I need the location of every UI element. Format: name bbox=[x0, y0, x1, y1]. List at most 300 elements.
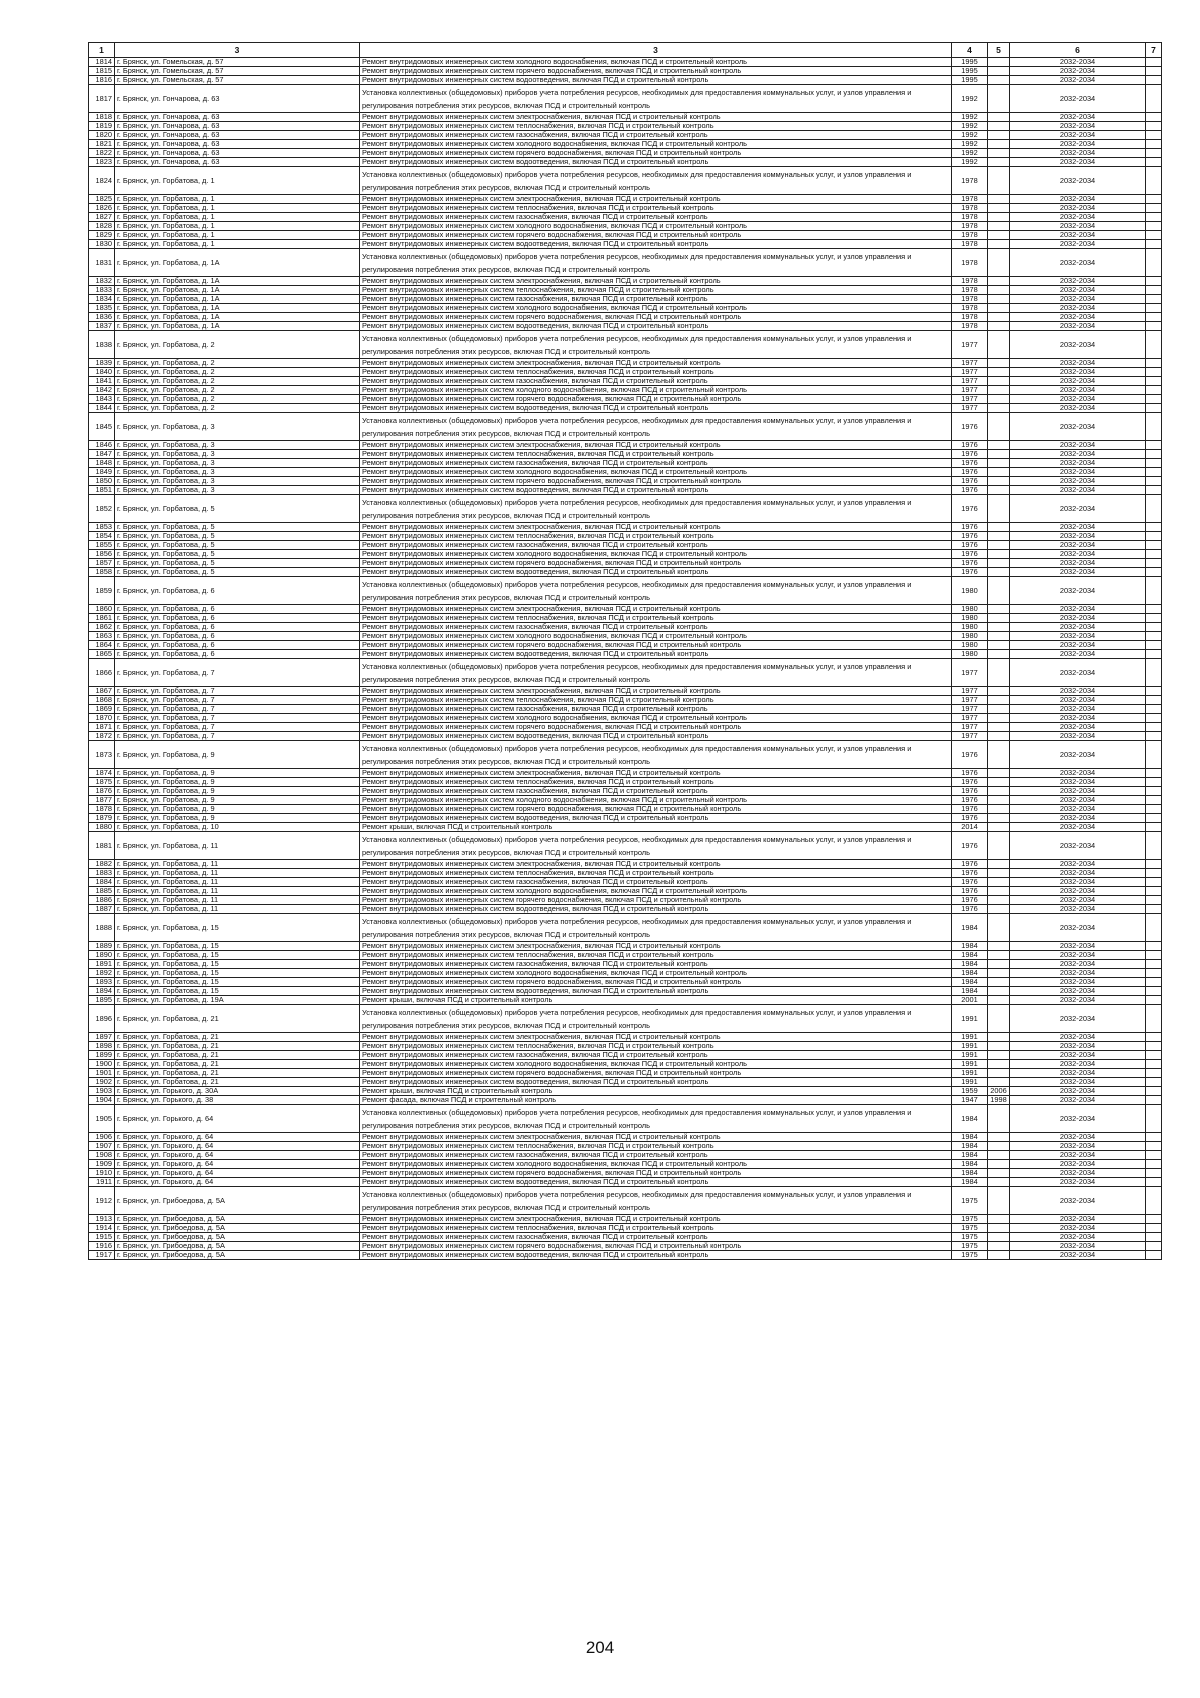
address-cell: г. Брянск, ул. Горбатова, д. 15 bbox=[115, 942, 360, 951]
work-type-cell: Ремонт внутридомовых инженерных систем газоснабжения, включая ПСД и строительный контроль bbox=[360, 459, 952, 468]
col-7-cell bbox=[1146, 322, 1162, 331]
year-built-cell: 1984 bbox=[952, 969, 988, 978]
planned-period-cell: 2032-2034 bbox=[1010, 240, 1146, 249]
work-type-cell: Ремонт внутридомовых инженерных систем электроснабжения, включая ПСД и строительный контроль bbox=[360, 441, 952, 450]
table-row bbox=[89, 960, 1162, 969]
planned-period-cell: 2032-2034 bbox=[1010, 978, 1146, 987]
year-built-cell: 1977 bbox=[952, 687, 988, 696]
row-number-cell: 1824 bbox=[89, 167, 115, 195]
address-cell: г. Брянск, ул. Горбатова, д. 9 bbox=[115, 814, 360, 823]
table-row bbox=[89, 823, 1162, 832]
planned-period-cell: 2032-2034 bbox=[1010, 213, 1146, 222]
row-number-cell: 1882 bbox=[89, 860, 115, 869]
year-built-cell: 1976 bbox=[952, 495, 988, 523]
address-cell: г. Брянск, ул. Гомельская, д. 57 bbox=[115, 58, 360, 67]
planned-period-cell: 2032-2034 bbox=[1010, 195, 1146, 204]
col-7-cell bbox=[1146, 1133, 1162, 1142]
work-type-cell: Ремонт внутридомовых инженерных систем электроснабжения, включая ПСД и строительный контроль bbox=[360, 1033, 952, 1042]
address-cell: г. Брянск, ул. Горбатова, д. 1 bbox=[115, 240, 360, 249]
year-last-repair-cell bbox=[988, 386, 1010, 395]
address-cell: г. Брянск, ул. Горбатова, д. 19А bbox=[115, 996, 360, 1005]
row-number-cell: 1853 bbox=[89, 523, 115, 532]
table-row bbox=[89, 978, 1162, 987]
year-last-repair-cell bbox=[988, 1224, 1010, 1233]
col-7-cell bbox=[1146, 577, 1162, 605]
col-7-cell bbox=[1146, 1215, 1162, 1224]
year-built-cell: 1984 bbox=[952, 1169, 988, 1178]
address-cell: г. Брянск, ул. Горбатова, д. 11 bbox=[115, 869, 360, 878]
year-built-cell: 1992 bbox=[952, 140, 988, 149]
table-row bbox=[89, 723, 1162, 732]
work-type-cell: Ремонт внутридомовых инженерных систем водоотведения, включая ПСД и строительный контроль bbox=[360, 404, 952, 413]
planned-period-cell: 2032-2034 bbox=[1010, 122, 1146, 131]
table-header-row bbox=[89, 43, 1162, 58]
work-type-cell: Ремонт внутридомовых инженерных систем электроснабжения, включая ПСД и строительный контроль bbox=[360, 860, 952, 869]
col-7-cell bbox=[1146, 769, 1162, 778]
address-cell: г. Брянск, ул. Горбатова, д. 1 bbox=[115, 213, 360, 222]
address-cell: г. Брянск, ул. Гончарова, д. 63 bbox=[115, 113, 360, 122]
work-type-cell: Ремонт внутридомовых инженерных систем горячего водоснабжения, включая ПСД и строительный контроль bbox=[360, 896, 952, 905]
table-row bbox=[89, 204, 1162, 213]
table-row bbox=[89, 158, 1162, 167]
table-row bbox=[89, 122, 1162, 131]
table-row bbox=[89, 696, 1162, 705]
address-cell: г. Брянск, ул. Горбатова, д. 2 bbox=[115, 386, 360, 395]
work-type-cell: Ремонт внутридомовых инженерных систем водоотведения, включая ПСД и строительный контроль bbox=[360, 905, 952, 914]
row-number-cell: 1906 bbox=[89, 1133, 115, 1142]
year-last-repair-cell bbox=[988, 1078, 1010, 1087]
planned-period-cell: 2032-2034 bbox=[1010, 286, 1146, 295]
address-cell: г. Брянск, ул. Горбатова, д. 1 bbox=[115, 222, 360, 231]
work-type-cell: Ремонт внутридомовых инженерных систем водоотведения, включая ПСД и строительный контроль bbox=[360, 158, 952, 167]
year-last-repair-cell bbox=[988, 459, 1010, 468]
year-last-repair-cell bbox=[988, 1133, 1010, 1142]
col-7-cell bbox=[1146, 1060, 1162, 1069]
planned-period-cell: 2032-2034 bbox=[1010, 523, 1146, 532]
year-built-cell: 1980 bbox=[952, 605, 988, 614]
row-number-cell: 1838 bbox=[89, 331, 115, 359]
page-number: 204 bbox=[585, 1638, 615, 1657]
year-last-repair-cell bbox=[988, 896, 1010, 905]
year-built-cell: 1984 bbox=[952, 1160, 988, 1169]
planned-period-cell: 2032-2034 bbox=[1010, 1060, 1146, 1069]
table-row bbox=[89, 58, 1162, 67]
work-type-cell: Ремонт внутридомовых инженерных систем холодного водоснабжения, включая ПСД и строительный контроль bbox=[360, 969, 952, 978]
year-built-cell: 1984 bbox=[952, 1142, 988, 1151]
table-row bbox=[89, 896, 1162, 905]
work-type-cell: Установка коллективных (общедомовых) приборов учета потребления ресурсов, необходимых для предоставления коммунальных услуг, и узлов управления и регулирования потребления этих ресурсов, включая ПСД и строительный контроль bbox=[360, 1187, 952, 1215]
table-row bbox=[89, 559, 1162, 568]
year-built-cell: 1977 bbox=[952, 359, 988, 368]
planned-period-cell: 2032-2034 bbox=[1010, 468, 1146, 477]
row-number-cell: 1852 bbox=[89, 495, 115, 523]
planned-period-cell: 2032-2034 bbox=[1010, 1096, 1146, 1105]
row-number-cell: 1856 bbox=[89, 550, 115, 559]
row-number-cell: 1820 bbox=[89, 131, 115, 140]
year-built-cell: 1995 bbox=[952, 67, 988, 76]
work-type-cell: Ремонт внутридомовых инженерных систем холодного водоснабжения, включая ПСД и строительный контроль bbox=[360, 632, 952, 641]
work-type-cell: Ремонт внутридомовых инженерных систем водоотведения, включая ПСД и строительный контроль bbox=[360, 814, 952, 823]
row-number-cell: 1836 bbox=[89, 313, 115, 322]
year-last-repair-cell bbox=[988, 1187, 1010, 1215]
year-built-cell: 1980 bbox=[952, 632, 988, 641]
year-built-cell: 1977 bbox=[952, 404, 988, 413]
address-cell: г. Брянск, ул. Горбатова, д. 21 bbox=[115, 1051, 360, 1060]
work-type-cell: Ремонт внутридомовых инженерных систем теплоснабжения, включая ПСД и строительный контроль bbox=[360, 778, 952, 787]
year-last-repair-cell bbox=[988, 978, 1010, 987]
col-7-cell bbox=[1146, 222, 1162, 231]
planned-period-cell: 2032-2034 bbox=[1010, 769, 1146, 778]
year-last-repair-cell bbox=[988, 905, 1010, 914]
planned-period-cell: 2032-2034 bbox=[1010, 532, 1146, 541]
work-type-cell: Ремонт внутридомовых инженерных систем теплоснабжения, включая ПСД и строительный контроль bbox=[360, 204, 952, 213]
year-built-cell: 2014 bbox=[952, 823, 988, 832]
year-built-cell: 1980 bbox=[952, 577, 988, 605]
address-cell: г. Брянск, ул. Горбатова, д. 3 bbox=[115, 486, 360, 495]
table-row bbox=[89, 832, 1162, 860]
work-type-cell: Ремонт внутридомовых инженерных систем электроснабжения, включая ПСД и строительный контроль bbox=[360, 769, 952, 778]
col-7-cell bbox=[1146, 140, 1162, 149]
year-built-cell: 2001 bbox=[952, 996, 988, 1005]
address-cell: г. Брянск, ул. Горбатова, д. 6 bbox=[115, 623, 360, 632]
col-7-cell bbox=[1146, 805, 1162, 814]
table-row bbox=[89, 641, 1162, 650]
year-built-cell: 1978 bbox=[952, 295, 988, 304]
table-row bbox=[89, 550, 1162, 559]
year-last-repair-cell bbox=[988, 58, 1010, 67]
year-built-cell: 1984 bbox=[952, 960, 988, 969]
address-cell: г. Брянск, ул. Горбатова, д. 5 bbox=[115, 495, 360, 523]
year-last-repair-cell bbox=[988, 541, 1010, 550]
year-last-repair-cell bbox=[988, 158, 1010, 167]
header-col-1: 1 bbox=[89, 43, 115, 58]
row-number-cell: 1863 bbox=[89, 632, 115, 641]
table-row bbox=[89, 796, 1162, 805]
row-number-cell: 1903 bbox=[89, 1087, 115, 1096]
table-row bbox=[89, 149, 1162, 158]
row-number-cell: 1832 bbox=[89, 277, 115, 286]
row-number-cell: 1898 bbox=[89, 1042, 115, 1051]
table-row bbox=[89, 778, 1162, 787]
address-cell: г. Брянск, ул. Горького, д. 64 bbox=[115, 1151, 360, 1160]
year-last-repair-cell bbox=[988, 568, 1010, 577]
col-7-cell bbox=[1146, 67, 1162, 76]
planned-period-cell: 2032-2034 bbox=[1010, 577, 1146, 605]
year-last-repair-cell bbox=[988, 1233, 1010, 1242]
col-7-cell bbox=[1146, 331, 1162, 359]
work-type-cell: Ремонт внутридомовых инженерных систем электроснабжения, включая ПСД и строительный контроль bbox=[360, 113, 952, 122]
year-last-repair-cell bbox=[988, 304, 1010, 313]
table-row bbox=[89, 331, 1162, 359]
row-number-cell: 1896 bbox=[89, 1005, 115, 1033]
table-row bbox=[89, 814, 1162, 823]
address-cell: г. Брянск, ул. Горбатова, д. 5 bbox=[115, 541, 360, 550]
table-row bbox=[89, 1224, 1162, 1233]
table-row bbox=[89, 113, 1162, 122]
year-last-repair-cell bbox=[988, 113, 1010, 122]
row-number-cell: 1814 bbox=[89, 58, 115, 67]
row-number-cell: 1833 bbox=[89, 286, 115, 295]
row-number-cell: 1883 bbox=[89, 869, 115, 878]
table-body bbox=[89, 58, 1162, 1260]
year-built-cell: 1959 bbox=[952, 1087, 988, 1096]
year-last-repair-cell bbox=[988, 787, 1010, 796]
row-number-cell: 1905 bbox=[89, 1105, 115, 1133]
row-number-cell: 1911 bbox=[89, 1178, 115, 1187]
row-number-cell: 1868 bbox=[89, 696, 115, 705]
table-row bbox=[89, 140, 1162, 149]
planned-period-cell: 2032-2034 bbox=[1010, 395, 1146, 404]
year-last-repair-cell bbox=[988, 823, 1010, 832]
address-cell: г. Брянск, ул. Горбатова, д. 7 bbox=[115, 659, 360, 687]
work-type-cell: Установка коллективных (общедомовых) приборов учета потребления ресурсов, необходимых для предоставления коммунальных услуг, и узлов управления и регулирования потребления этих ресурсов, включая ПСД и строительный контроль bbox=[360, 249, 952, 277]
row-number-cell: 1855 bbox=[89, 541, 115, 550]
planned-period-cell: 2032-2034 bbox=[1010, 568, 1146, 577]
planned-period-cell: 2032-2034 bbox=[1010, 969, 1146, 978]
year-last-repair-cell bbox=[988, 696, 1010, 705]
planned-period-cell: 2032-2034 bbox=[1010, 996, 1146, 1005]
address-cell: г. Брянск, ул. Горбатова, д. 1 bbox=[115, 231, 360, 240]
year-last-repair-cell bbox=[988, 1105, 1010, 1133]
planned-period-cell: 2032-2034 bbox=[1010, 140, 1146, 149]
row-number-cell: 1847 bbox=[89, 450, 115, 459]
year-last-repair-cell bbox=[988, 1042, 1010, 1051]
table-row bbox=[89, 1242, 1162, 1251]
year-last-repair-cell bbox=[988, 404, 1010, 413]
year-built-cell: 1977 bbox=[952, 395, 988, 404]
year-built-cell: 1995 bbox=[952, 76, 988, 85]
planned-period-cell: 2032-2034 bbox=[1010, 832, 1146, 860]
planned-period-cell: 2032-2034 bbox=[1010, 778, 1146, 787]
year-last-repair-cell bbox=[988, 441, 1010, 450]
work-type-cell: Ремонт внутридомовых инженерных систем водоотведения, включая ПСД и строительный контроль bbox=[360, 240, 952, 249]
col-7-cell bbox=[1146, 696, 1162, 705]
year-last-repair-cell: 1998 bbox=[988, 1096, 1010, 1105]
address-cell: г. Брянск, ул. Горбатова, д. 1 bbox=[115, 195, 360, 204]
year-last-repair-cell bbox=[988, 714, 1010, 723]
table-row bbox=[89, 222, 1162, 231]
table-row bbox=[89, 741, 1162, 769]
planned-period-cell: 2032-2034 bbox=[1010, 741, 1146, 769]
table-row bbox=[89, 623, 1162, 632]
address-cell: г. Брянск, ул. Горбатова, д. 1А bbox=[115, 322, 360, 331]
work-type-cell: Ремонт внутридомовых инженерных систем горячего водоснабжения, включая ПСД и строительный контроль bbox=[360, 978, 952, 987]
planned-period-cell: 2032-2034 bbox=[1010, 450, 1146, 459]
address-cell: г. Брянск, ул. Горбатова, д. 3 bbox=[115, 441, 360, 450]
year-built-cell: 1976 bbox=[952, 413, 988, 441]
work-type-cell: Ремонт внутридомовых инженерных систем теплоснабжения, включая ПСД и строительный контроль bbox=[360, 696, 952, 705]
planned-period-cell: 2032-2034 bbox=[1010, 732, 1146, 741]
planned-period-cell: 2032-2034 bbox=[1010, 960, 1146, 969]
col-7-cell bbox=[1146, 240, 1162, 249]
year-built-cell: 1977 bbox=[952, 659, 988, 687]
year-built-cell: 1980 bbox=[952, 641, 988, 650]
planned-period-cell: 2032-2034 bbox=[1010, 1087, 1146, 1096]
col-7-cell bbox=[1146, 413, 1162, 441]
work-type-cell: Ремонт внутридомовых инженерных систем электроснабжения, включая ПСД и строительный контроль bbox=[360, 687, 952, 696]
year-last-repair-cell bbox=[988, 1060, 1010, 1069]
year-last-repair-cell bbox=[988, 477, 1010, 486]
table-row bbox=[89, 413, 1162, 441]
table-row bbox=[89, 1160, 1162, 1169]
col-7-cell bbox=[1146, 1160, 1162, 1169]
address-cell: г. Брянск, ул. Гончарова, д. 63 bbox=[115, 131, 360, 140]
col-7-cell bbox=[1146, 532, 1162, 541]
table-row bbox=[89, 313, 1162, 322]
year-last-repair-cell bbox=[988, 705, 1010, 714]
year-last-repair-cell bbox=[988, 85, 1010, 113]
address-cell: г. Брянск, ул. Горбатова, д. 21 bbox=[115, 1078, 360, 1087]
address-cell: г. Брянск, ул. Горбатова, д. 1А bbox=[115, 249, 360, 277]
address-cell: г. Брянск, ул. Гончарова, д. 63 bbox=[115, 149, 360, 158]
row-number-cell: 1874 bbox=[89, 769, 115, 778]
planned-period-cell: 2032-2034 bbox=[1010, 650, 1146, 659]
planned-period-cell: 2032-2034 bbox=[1010, 222, 1146, 231]
year-built-cell: 1976 bbox=[952, 450, 988, 459]
year-built-cell: 1978 bbox=[952, 231, 988, 240]
work-type-cell: Ремонт внутридомовых инженерных систем водоотведения, включая ПСД и строительный контроль bbox=[360, 568, 952, 577]
row-number-cell: 1870 bbox=[89, 714, 115, 723]
year-last-repair-cell bbox=[988, 322, 1010, 331]
work-type-cell: Ремонт крыши, включая ПСД и строительный контроль bbox=[360, 823, 952, 832]
address-cell: г. Брянск, ул. Горького, д. 64 bbox=[115, 1160, 360, 1169]
address-cell: г. Брянск, ул. Горького, д. 38 bbox=[115, 1096, 360, 1105]
table-row bbox=[89, 805, 1162, 814]
row-number-cell: 1830 bbox=[89, 240, 115, 249]
year-last-repair-cell bbox=[988, 377, 1010, 386]
row-number-cell: 1835 bbox=[89, 304, 115, 313]
year-last-repair-cell bbox=[988, 623, 1010, 632]
table-row bbox=[89, 1096, 1162, 1105]
col-7-cell bbox=[1146, 277, 1162, 286]
work-type-cell: Ремонт внутридомовых инженерных систем газоснабжения, включая ПСД и строительный контроль bbox=[360, 1051, 952, 1060]
col-7-cell bbox=[1146, 395, 1162, 404]
address-cell: г. Брянск, ул. Горбатова, д. 5 bbox=[115, 532, 360, 541]
planned-period-cell: 2032-2034 bbox=[1010, 869, 1146, 878]
year-built-cell: 1976 bbox=[952, 832, 988, 860]
work-type-cell: Ремонт внутридомовых инженерных систем теплоснабжения, включая ПСД и строительный контроль bbox=[360, 122, 952, 131]
row-number-cell: 1899 bbox=[89, 1051, 115, 1060]
table-row bbox=[89, 905, 1162, 914]
address-cell: г. Брянск, ул. Горбатова, д. 15 bbox=[115, 951, 360, 960]
address-cell: г. Брянск, ул. Горбатова, д. 2 bbox=[115, 359, 360, 368]
year-built-cell: 1976 bbox=[952, 796, 988, 805]
year-last-repair-cell bbox=[988, 614, 1010, 623]
year-built-cell: 1984 bbox=[952, 1151, 988, 1160]
year-last-repair-cell bbox=[988, 887, 1010, 896]
planned-period-cell: 2032-2034 bbox=[1010, 659, 1146, 687]
year-last-repair-cell bbox=[988, 1178, 1010, 1187]
col-7-cell bbox=[1146, 213, 1162, 222]
planned-period-cell: 2032-2034 bbox=[1010, 914, 1146, 942]
col-7-cell bbox=[1146, 231, 1162, 240]
address-cell: г. Брянск, ул. Горбатова, д. 1 bbox=[115, 204, 360, 213]
col-7-cell bbox=[1146, 823, 1162, 832]
work-type-cell: Установка коллективных (общедомовых) приборов учета потребления ресурсов, необходимых для предоставления коммунальных услуг, и узлов управления и регулирования потребления этих ресурсов, включая ПСД и строительный контроль bbox=[360, 914, 952, 942]
year-built-cell: 1976 bbox=[952, 550, 988, 559]
col-7-cell bbox=[1146, 687, 1162, 696]
table-row bbox=[89, 368, 1162, 377]
col-7-cell bbox=[1146, 568, 1162, 577]
year-built-cell: 1991 bbox=[952, 1060, 988, 1069]
planned-period-cell: 2032-2034 bbox=[1010, 814, 1146, 823]
row-number-cell: 1844 bbox=[89, 404, 115, 413]
year-built-cell: 1978 bbox=[952, 286, 988, 295]
year-built-cell: 1978 bbox=[952, 249, 988, 277]
year-last-repair-cell bbox=[988, 67, 1010, 76]
year-last-repair-cell bbox=[988, 1215, 1010, 1224]
work-type-cell: Установка коллективных (общедомовых) приборов учета потребления ресурсов, необходимых для предоставления коммунальных услуг, и узлов управления и регулирования потребления этих ресурсов, включая ПСД и строительный контроль bbox=[360, 577, 952, 605]
table-row bbox=[89, 769, 1162, 778]
col-7-cell bbox=[1146, 632, 1162, 641]
year-built-cell: 1976 bbox=[952, 459, 988, 468]
col-7-cell bbox=[1146, 1142, 1162, 1151]
table-row bbox=[89, 231, 1162, 240]
address-cell: г. Брянск, ул. Горбатова, д. 1А bbox=[115, 313, 360, 322]
year-last-repair-cell bbox=[988, 523, 1010, 532]
table-row bbox=[89, 1169, 1162, 1178]
work-type-cell: Ремонт внутридомовых инженерных систем водоотведения, включая ПСД и строительный контроль bbox=[360, 732, 952, 741]
row-number-cell: 1881 bbox=[89, 832, 115, 860]
planned-period-cell: 2032-2034 bbox=[1010, 1251, 1146, 1260]
year-last-repair-cell bbox=[988, 942, 1010, 951]
planned-period-cell: 2032-2034 bbox=[1010, 796, 1146, 805]
work-type-cell: Ремонт внутридомовых инженерных систем электроснабжения, включая ПСД и строительный контроль bbox=[360, 359, 952, 368]
work-type-cell: Ремонт внутридомовых инженерных систем горячего водоснабжения, включая ПСД и строительный контроль bbox=[360, 231, 952, 240]
address-cell: г. Брянск, ул. Горбатова, д. 6 bbox=[115, 650, 360, 659]
row-number-cell: 1834 bbox=[89, 295, 115, 304]
work-type-cell: Ремонт внутридомовых инженерных систем электроснабжения, включая ПСД и строительный контроль bbox=[360, 1133, 952, 1142]
year-last-repair-cell bbox=[988, 987, 1010, 996]
row-number-cell: 1839 bbox=[89, 359, 115, 368]
planned-period-cell: 2032-2034 bbox=[1010, 987, 1146, 996]
table-row bbox=[89, 632, 1162, 641]
address-cell: г. Брянск, ул. Горбатова, д. 11 bbox=[115, 878, 360, 887]
col-7-cell bbox=[1146, 905, 1162, 914]
address-cell: г. Брянск, ул. Горбатова, д. 15 bbox=[115, 914, 360, 942]
row-number-cell: 1858 bbox=[89, 568, 115, 577]
year-built-cell: 1984 bbox=[952, 951, 988, 960]
row-number-cell: 1864 bbox=[89, 641, 115, 650]
row-number-cell: 1829 bbox=[89, 231, 115, 240]
table-row bbox=[89, 914, 1162, 942]
year-last-repair-cell bbox=[988, 1142, 1010, 1151]
table-row bbox=[89, 486, 1162, 495]
table-row bbox=[89, 459, 1162, 468]
row-number-cell: 1816 bbox=[89, 76, 115, 85]
address-cell: г. Брянск, ул. Горбатова, д. 11 bbox=[115, 887, 360, 896]
col-7-cell bbox=[1146, 495, 1162, 523]
table-row bbox=[89, 1215, 1162, 1224]
row-number-cell: 1912 bbox=[89, 1187, 115, 1215]
row-number-cell: 1893 bbox=[89, 978, 115, 987]
row-number-cell: 1904 bbox=[89, 1096, 115, 1105]
planned-period-cell: 2032-2034 bbox=[1010, 1242, 1146, 1251]
address-cell: г. Брянск, ул. Горбатова, д. 2 bbox=[115, 395, 360, 404]
col-7-cell bbox=[1146, 942, 1162, 951]
table-row bbox=[89, 495, 1162, 523]
work-type-cell: Ремонт внутридомовых инженерных систем горячего водоснабжения, включая ПСД и строительный контроль bbox=[360, 1069, 952, 1078]
row-number-cell: 1885 bbox=[89, 887, 115, 896]
col-7-cell bbox=[1146, 1005, 1162, 1033]
year-last-repair-cell bbox=[988, 814, 1010, 823]
address-cell: г. Брянск, ул. Горбатова, д. 5 bbox=[115, 559, 360, 568]
year-last-repair-cell bbox=[988, 1051, 1010, 1060]
table-row bbox=[89, 441, 1162, 450]
planned-period-cell: 2032-2034 bbox=[1010, 249, 1146, 277]
work-type-cell: Ремонт внутридомовых инженерных систем электроснабжения, включая ПСД и строительный контроль bbox=[360, 942, 952, 951]
year-last-repair-cell bbox=[988, 222, 1010, 231]
